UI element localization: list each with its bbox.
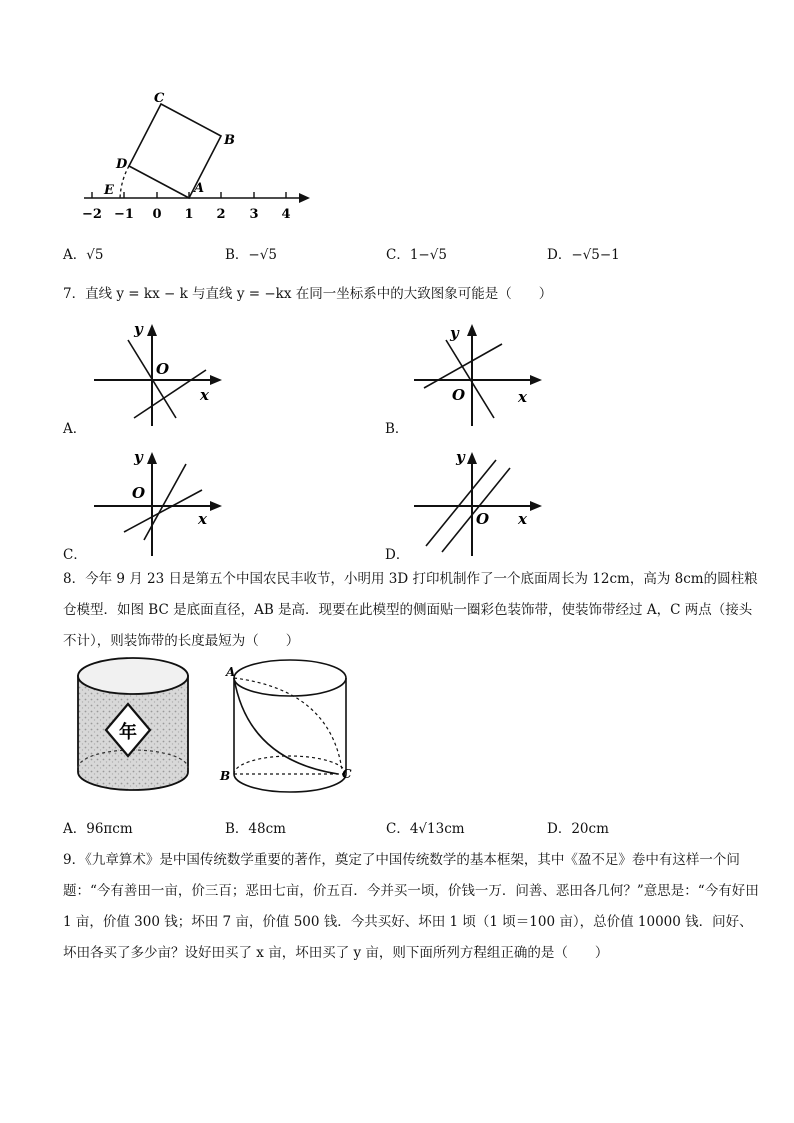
point-label-c: C [342,767,352,781]
q6-option-d[interactable]: D．−√5−1 [547,247,620,263]
q8-stem: 8．今年 9 月 23 日是第五个中国农民丰收节，小明用 3D 打印机制作了一个底面周长为 12cm，高为 8cm的圆柱粮仓模型．如图 BC 是底面直径，AB 是高．现要在此模型的侧面贴一圈彩色装饰带，使装饰带经过 A，C 两点（接头不计），则装饰带的长度最短为（ ） [63,571,758,649]
y-axis-label: y [134,320,143,338]
tick-label: −1 [114,207,134,222]
tick-label: 1 [184,207,194,222]
point-label-c: C [154,91,165,106]
tick-label: 2 [216,207,226,222]
y-axis-label: y [456,448,465,466]
decorated-cylinder-figure [72,650,194,800]
graph-a [90,318,230,428]
q7-option-c[interactable]: C． [63,547,87,563]
number-line-figure [70,80,330,230]
origin-label: O [132,484,146,502]
q8-option-c[interactable]: C．4√13cm [386,821,465,837]
tick-label: −2 [82,207,102,222]
q8-option-b[interactable]: B．48cm [225,821,286,837]
graph-b [410,318,550,428]
q7-option-a[interactable]: A． [63,421,87,437]
square-abcd [129,104,221,198]
point-label-b: B [220,769,231,783]
line-1 [426,460,496,546]
graph-c [90,446,230,558]
tick-label: 0 [152,207,162,222]
line-2 [134,370,206,418]
x-axis-label: x [518,388,527,406]
point-label-e: E [104,183,114,198]
graph-d [410,446,550,558]
x-axis-label: x [518,510,527,528]
q7-option-b[interactable]: B． [385,421,409,437]
origin-label: O [476,510,490,528]
q8-option-d[interactable]: D．20cm [547,821,609,837]
cylinder-abc-figure [218,650,358,800]
origin-label: O [452,386,466,404]
q6-option-b[interactable]: B．−√5 [225,247,277,263]
year-character: 年 [119,722,137,743]
number-line-arrow [299,193,310,203]
q6-option-c[interactable]: C．1−√5 [386,247,447,263]
q6-option-a[interactable]: A．√5 [63,247,104,263]
point-label-a: A [194,181,205,196]
origin-label: O [156,360,170,378]
line-2 [424,344,502,388]
tick-label: 4 [281,207,291,222]
y-axis-label: y [450,324,459,342]
tick-label: 3 [249,207,259,222]
x-axis-label: x [198,510,207,528]
point-label-a: A [226,665,236,679]
q7-stem: 7．直线 y = kx − k 与直线 y = −kx 在同一坐标系中的大致图象可能是（ ） [63,286,553,302]
x-axis-label: x [200,386,209,404]
point-label-d: D [116,157,128,172]
q8-option-a[interactable]: A．96πcm [63,821,133,837]
q9-stem: 9．《九章算术》是中国传统数学重要的著作，奠定了中国传统数学的基本框架，其中《盈不足》卷中有这样一个问题：“今有善田一亩，价三百；恶田七亩，价五百．今并买一顷，价钱一万．问善、恶田各几何？”意思是：“今有好田 1 亩，价值 300 钱；坏田 7 亩，价值 500 钱．今共买好、坏田 1 顷（1 顷＝100 亩），总价值 10000 钱．问好、坏田各买了多少亩？设好田买了 x 亩，坏田买了 y 亩，则下面所列方程组正确的是（ ） [63,852,759,961]
q7-option-d[interactable]: D． [385,547,410,563]
y-axis-label: y [134,448,143,466]
point-label-b: B [224,133,235,148]
